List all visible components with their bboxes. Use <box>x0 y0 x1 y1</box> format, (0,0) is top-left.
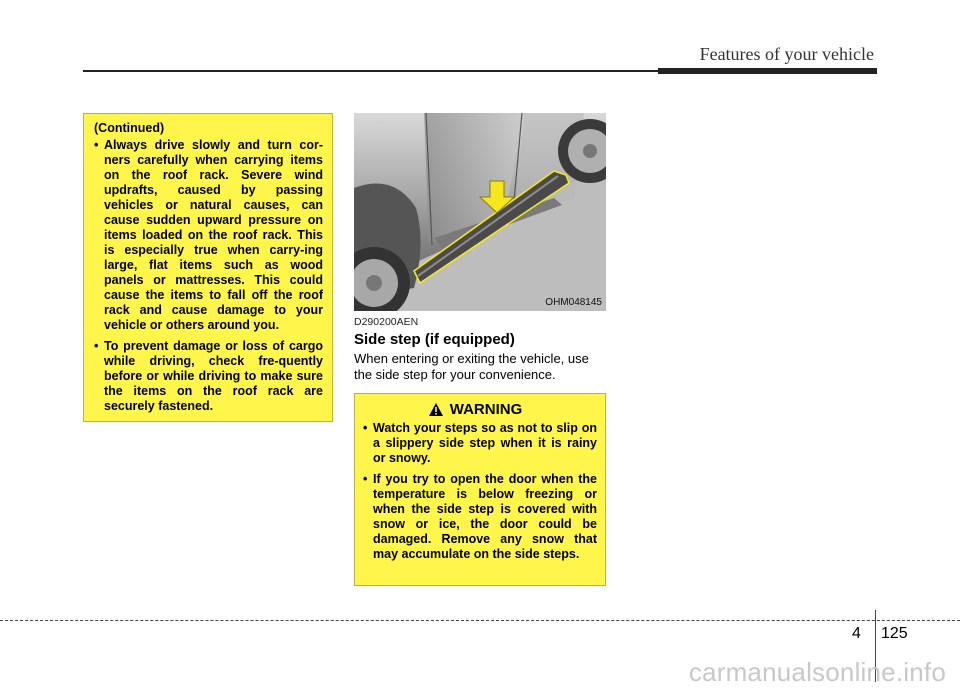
warning-triangle-icon <box>428 402 444 417</box>
section-title: Side step (if equipped) <box>354 331 515 348</box>
continued-label: (Continued) <box>94 121 165 135</box>
car-side-step-illustration <box>354 113 606 311</box>
watermark-text: carmanualsonline.info <box>688 657 946 687</box>
warning-box <box>354 393 606 586</box>
continued-caution-box <box>83 113 333 422</box>
bullet-dot: • <box>94 138 99 152</box>
bullet-dot: • <box>363 421 368 435</box>
warning-header <box>353 402 597 417</box>
section-body: When entering or exiting the vehicle, use the side step for your convenience. <box>354 351 589 382</box>
list-item <box>94 339 323 414</box>
warning-label: WARNING <box>449 401 523 418</box>
section-code: D290200AEN <box>354 316 419 328</box>
bullet-text: Always drive slowly and turn cor-ners carefully when carrying items on the roof rack. Severe wind updrafts, caused by passing vehicles or natural causes, can cause sudden upward pressure on items loaded on the roof rack. This is especially true when carry-ing large, flat items such as wood panels or mattresses. This could cause the items to fall off the roof rack and cause damage to your vehicle or others around you. <box>104 138 323 332</box>
list-item <box>363 421 597 466</box>
side-step-figure <box>354 113 606 311</box>
list-item <box>363 472 597 562</box>
page-header-title: Features of your vehicle <box>699 44 874 64</box>
bullet-text: If you try to open the door when the temperature is below freezing or when the side step is covered with snow or ice, the door could be damaged. Remove any snow that may accumulate on the side steps. <box>373 472 597 561</box>
bullet-dot: • <box>363 472 368 486</box>
chapter-number: 4 <box>852 625 861 642</box>
bullet-text: Watch your steps so as not to slip on a slippery side step when it is rainy or snowy. <box>373 421 597 465</box>
bullet-dot: • <box>94 339 99 353</box>
bullet-text: To prevent damage or loss of cargo while driving, check fre-quently before or while driving to make sure the items on the roof rack are securely fastened. <box>104 339 323 413</box>
figure-code: OHM048145 <box>545 297 602 308</box>
page-number: 125 <box>881 625 908 642</box>
header-rule-accent <box>658 68 877 74</box>
footer-rule <box>0 620 960 621</box>
list-item <box>94 138 323 333</box>
